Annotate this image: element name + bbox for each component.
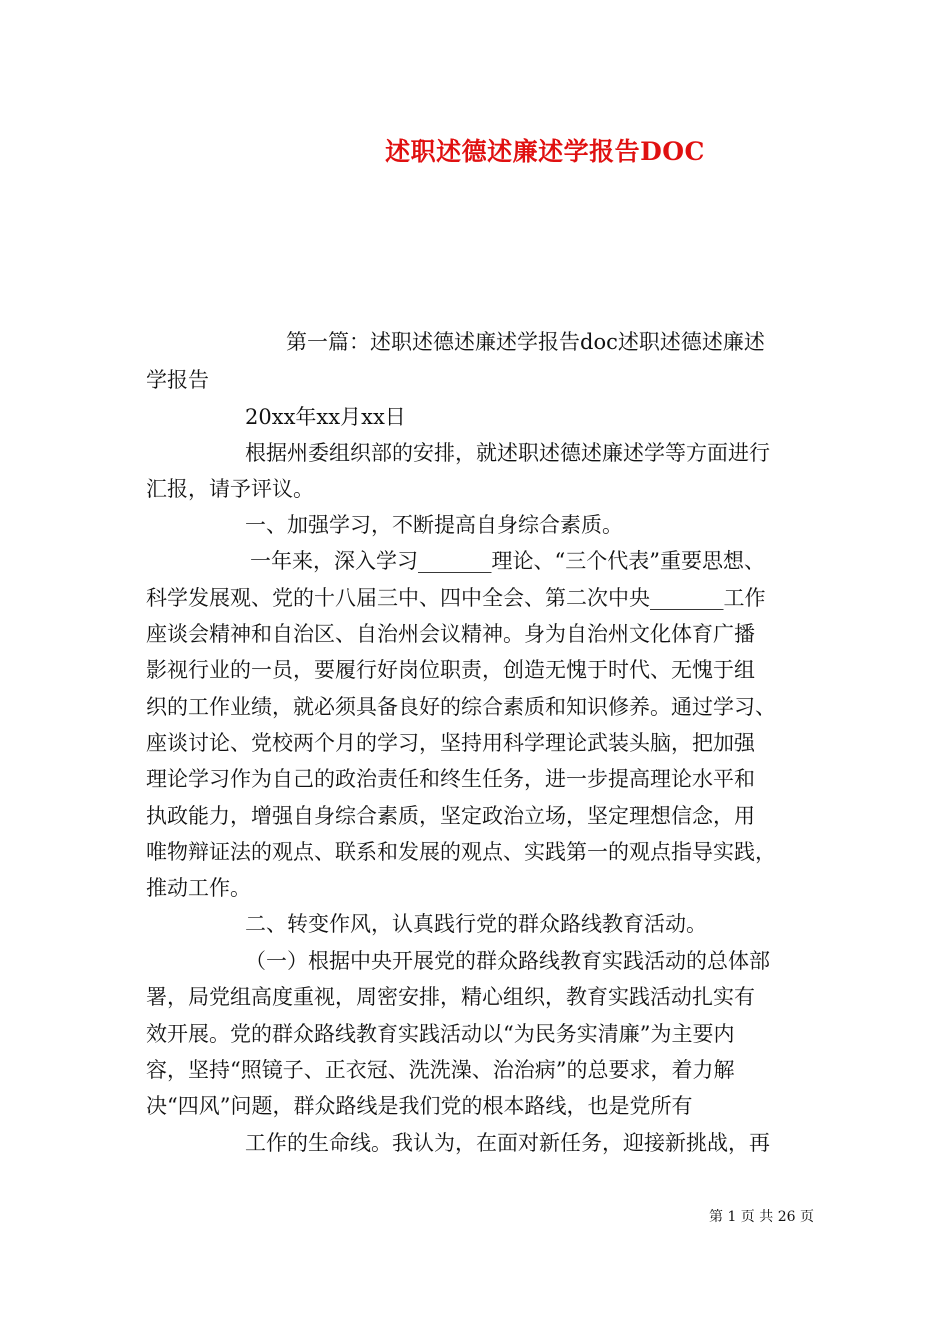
text-line: 学报告 <box>146 368 209 392</box>
text-line: 科学发展观、党的十八届三中、四中全会、第二次中央_______工作 <box>146 586 766 610</box>
text-line: 署，局党组高度重视，周密安排，精心组织，教育实践活动扎实有 <box>146 985 755 1009</box>
text-line: 理论学习作为自己的政治责任和终生任务，进一步提高理论水平和 <box>146 767 755 791</box>
text-line: 推动工作。 <box>146 876 251 900</box>
text-line: 汇报，请予评议。 <box>146 477 314 501</box>
text-line: 容，坚持“照镜子、正衣冠、洗洗澡、治治病”的总要求，着力解 <box>146 1058 735 1082</box>
text-line: 座谈会精神和自治区、自治州会议精神。身为自治州文化体育广播 <box>146 622 755 646</box>
text-line: 第一篇：述职述德述廉述学报告doc述职述德述廉述 <box>286 330 765 354</box>
text-line: 唯物辩证法的观点、联系和发展的观点、实践第一的观点指导实践， <box>146 840 776 864</box>
text-line: 决“四风”问题，群众路线是我们党的根本路线，也是党所有 <box>146 1094 693 1118</box>
text-line: 一年来，深入学习_______理论、“三个代表”重要思想、 <box>250 549 765 573</box>
text-line: 二、转变作风，认真践行党的群众路线教育活动。 <box>245 912 707 936</box>
text-line: 座谈讨论、党校两个月的学习，坚持用科学理论武装头脑，把加强 <box>146 731 755 755</box>
text-line: 一、加强学习，不断提高自身综合素质。 <box>245 513 623 537</box>
text-line: 执政能力，增强自身综合素质，坚定政治立场，坚定理想信念，用 <box>146 804 755 828</box>
document-title: 述职述德述廉述学报告DOC <box>385 137 705 166</box>
text-line: 效开展。党的群众路线教育实践活动以“为民务实清廉”为主要内 <box>146 1022 735 1046</box>
page-number: 第 1 页 共 26 页 <box>709 1209 814 1225</box>
text-line: （一）根据中央开展党的群众路线教育实践活动的总体部 <box>245 949 770 973</box>
text-line: 影视行业的一员，要履行好岗位职责，创造无愧于时代、无愧于组 <box>146 658 755 682</box>
text-line: 根据州委组织部的安排，就述职述德述廉述学等方面进行 <box>245 441 770 465</box>
text-line: 织的工作业绩，就必须具备良好的综合素质和知识修养。通过学习、 <box>146 695 776 719</box>
text-line: 20xx年xx月xx日 <box>245 405 406 429</box>
text-line: 工作的生命线。我认为，在面对新任务，迎接新挑战，再 <box>245 1131 770 1155</box>
